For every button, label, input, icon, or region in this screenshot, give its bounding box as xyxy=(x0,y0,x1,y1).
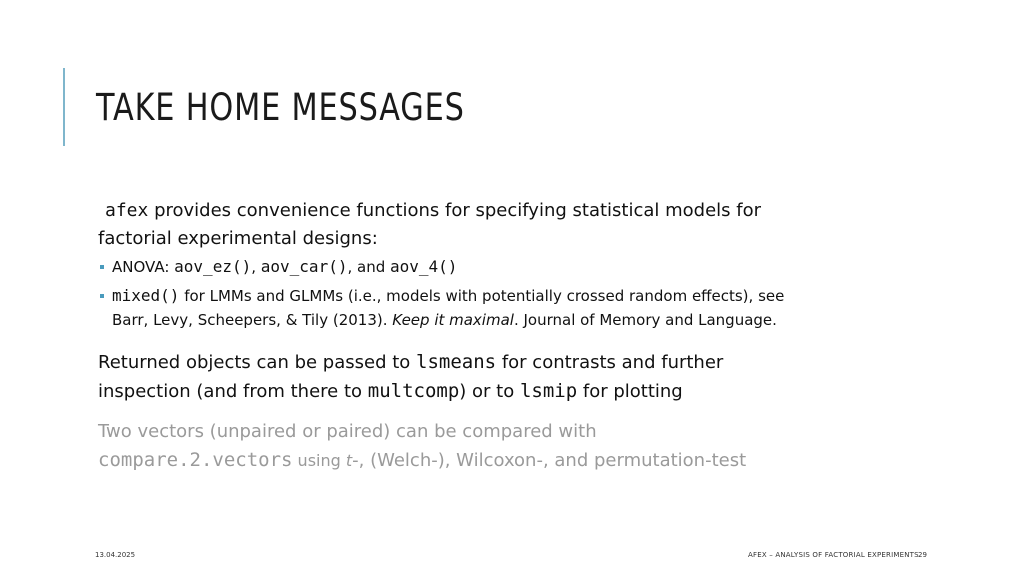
bullet-list xyxy=(98,255,898,332)
code-aov-car: aov_car() xyxy=(260,257,348,276)
paper-title: Keep it maximal xyxy=(392,311,514,329)
square-bullet-icon xyxy=(100,265,104,269)
code-aov-ez: aov_ez() xyxy=(174,257,252,276)
footer-title: AFEX – ANALYSIS OF FACTORIAL EXPERIMENTS xyxy=(748,551,919,559)
list-item-anova: ANOVA: aov_ez(), aov_car(), and aov_4() xyxy=(98,255,898,279)
paragraph-afex: afex provides convenience functions for specifying statistical models for factorial experimental designs: xyxy=(98,200,762,249)
slide-title: TAKE HOME MESSAGES xyxy=(96,86,465,129)
title-accent-bar xyxy=(63,68,65,146)
code-lsmip: lsmip xyxy=(519,380,578,402)
code-lsmeans: lsmeans xyxy=(416,351,497,373)
code-multcomp: multcomp xyxy=(367,380,460,402)
paragraph-compare-vectors: Two vectors (unpaired or paired) can be compared with compare.2.vectors using t-, (Welch-), Wilcoxon-, and permutation-test xyxy=(98,421,747,471)
footer-page-number: 29 xyxy=(918,551,927,559)
slide-body xyxy=(98,197,898,475)
code-afex: afex xyxy=(105,200,149,221)
square-bullet-icon xyxy=(100,294,104,298)
paragraph-returned-objects: Returned objects can be passed to lsmeans for contrasts and further inspection (and from there to multcomp) or to lsmip for plotting xyxy=(98,351,724,402)
code-mixed: mixed() xyxy=(112,286,180,305)
code-compare-2-vectors: compare.2.vectors xyxy=(98,449,293,471)
list-item-mixed: mixed() for LMMs and GLMMs (i.e., models with potentially crossed random effects), see Barr, Levy, Scheepers, & Tily (2013). Keep it maximal. Journal of Memory and Language. xyxy=(98,284,898,332)
footer-date: 13.04.2025 xyxy=(95,551,136,559)
code-aov-4: aov_4() xyxy=(390,257,458,276)
